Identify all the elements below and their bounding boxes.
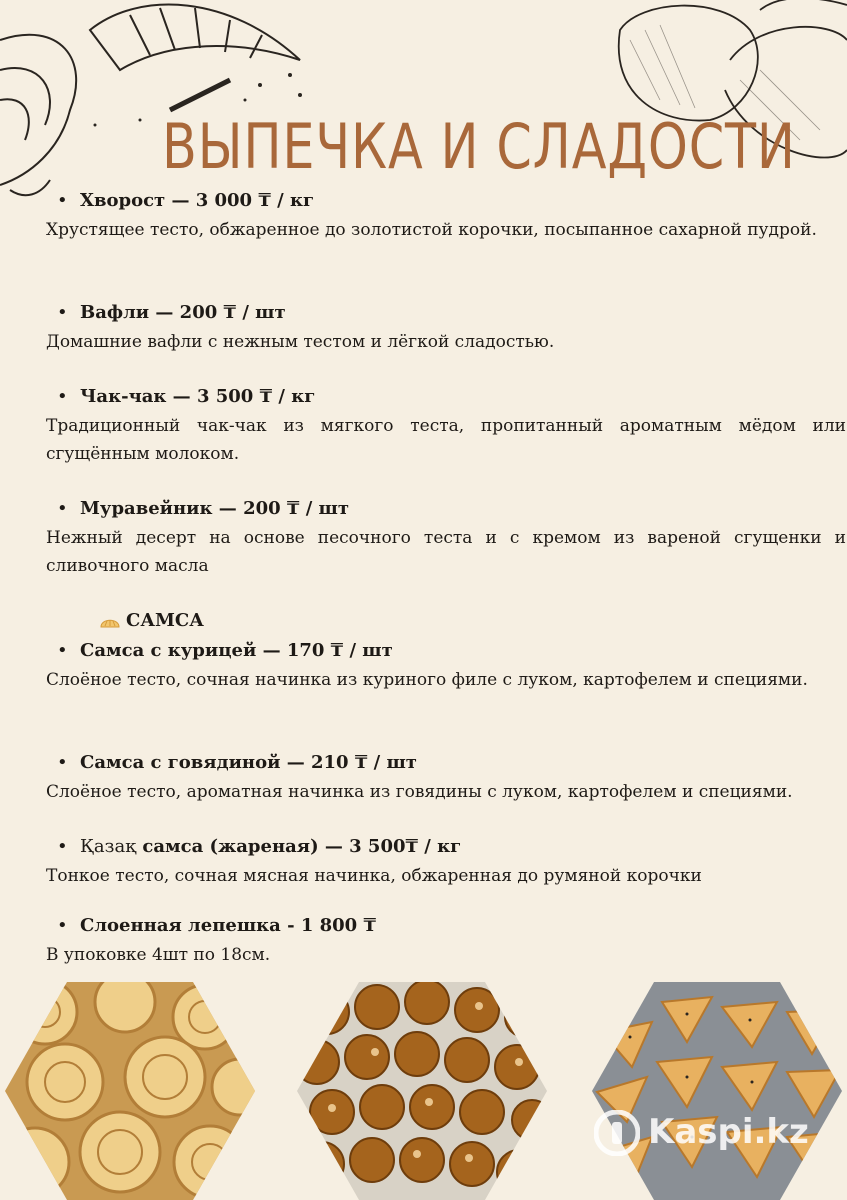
item-name: Хворост — 3 000 ₸ / кг — [80, 190, 315, 211]
item-name: Самса с курицей — 170 ₸ / шт — [80, 640, 393, 661]
item-description: Слоёное тесто, ароматная начинка из говядины с луком, картофелем и специями. — [46, 782, 793, 802]
bullet-icon: • — [57, 302, 68, 323]
samsa-photo — [592, 982, 842, 1200]
bullet-icon: • — [57, 915, 68, 936]
item-description: Традиционный чак-чак из мягкого теста, пропитанный ароматным мёдом или сгущённым молоком. — [46, 416, 846, 464]
item-name-main: самса (жареная) — 3 500₸ / кг — [142, 836, 462, 857]
item-description: В упоковке 4шт по 18см. — [46, 945, 271, 965]
bullet-icon: • — [57, 640, 68, 661]
item-name — [80, 836, 461, 857]
item-name: Самса с говядиной — 210 ₸ / шт — [80, 752, 417, 773]
section-title: САМСА — [126, 610, 204, 631]
item-description: Домашние вафли с нежным тестом и лёгкой сладостью. — [46, 332, 555, 352]
bullet-icon: • — [57, 498, 68, 519]
bullet-icon: • — [57, 836, 68, 857]
bullet-icon: • — [57, 190, 68, 211]
item-description: Тонкое тесто, сочная мясная начинка, обжаренная до румяной корочки — [46, 866, 702, 886]
khvorost-photo — [5, 982, 255, 1200]
item-name: Муравейник — 200 ₸ / шт — [80, 498, 350, 519]
bullet-icon: • — [57, 752, 68, 773]
item-description: Слоёное тесто, сочная начинка из куриного филе с луком, картофелем и специями. — [46, 670, 808, 690]
chak-chak-photo — [297, 982, 547, 1200]
samsa-icon — [99, 613, 121, 631]
item-name-prefix: Қазақ — [80, 836, 137, 857]
item-description: Нежный десерт на основе песочного теста и с кремом из вареной сгущенки и сливочного масла — [46, 528, 846, 576]
item-name: Слоенная лепешка - 1 800 ₸ — [80, 915, 376, 936]
page-title: ВЫПЕЧКА И СЛАДОСТИ — [162, 110, 796, 183]
item-name: Чак-чак — 3 500 ₸ / кг — [80, 386, 316, 407]
watermark-text: Kaspi.kz — [648, 1112, 809, 1152]
item-name: Вафли — 200 ₸ / шт — [80, 302, 286, 323]
item-description: Хрустящее тесто, обжаренное до золотистой корочки, посыпанное сахарной пудрой. — [46, 220, 817, 240]
bullet-icon: • — [57, 386, 68, 407]
